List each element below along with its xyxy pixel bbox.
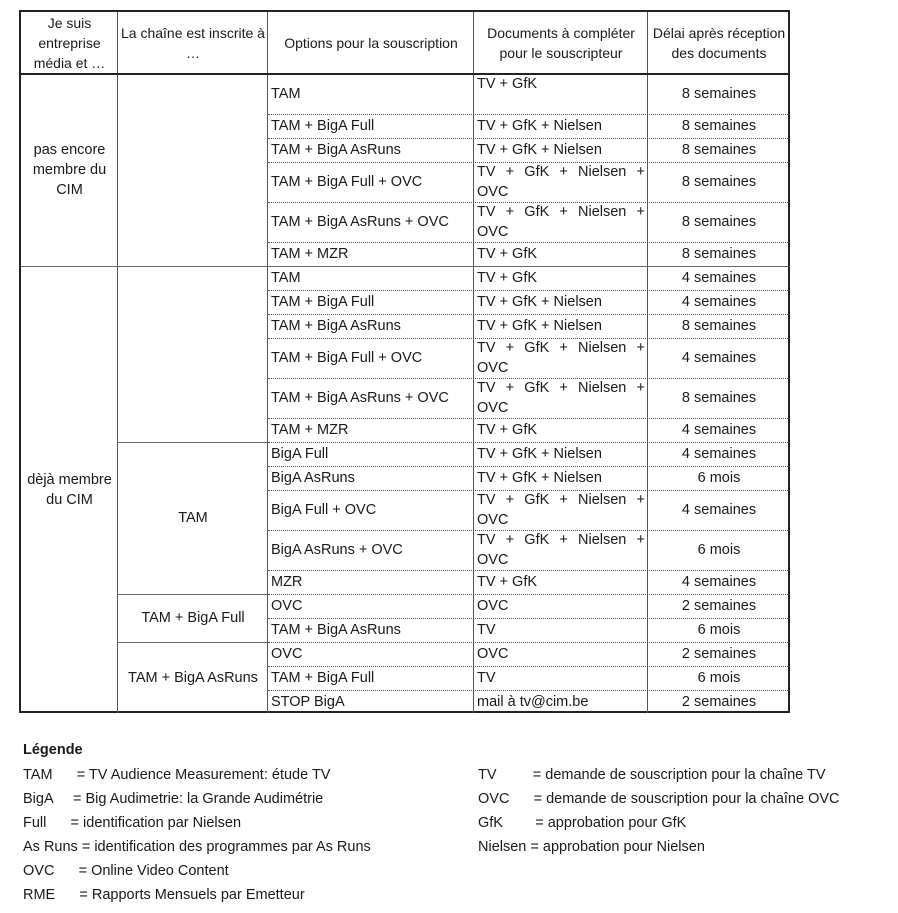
row-divider — [21, 266, 790, 267]
row-divider — [268, 594, 790, 595]
documents-cell: TV + GfK + Nielsen — [477, 294, 602, 310]
delay-cell: 2 semaines — [681, 646, 757, 662]
option-cell: TAM + MZR — [271, 422, 349, 438]
row-divider — [268, 466, 790, 467]
delay-cell: 6 mois — [697, 670, 741, 686]
delay-cell: 4 semaines — [681, 446, 757, 462]
documents-cell: OVC — [477, 646, 509, 662]
row-divider — [268, 338, 790, 339]
option-cell: BigA Full + OVC — [271, 502, 377, 518]
subscription-table — [19, 10, 790, 713]
row-divider — [268, 162, 790, 163]
option-cell: BigA Full — [271, 446, 329, 462]
delay-cell: 4 semaines — [681, 350, 757, 366]
delay-cell: 6 mois — [697, 470, 741, 486]
option-cell: STOP BigA — [271, 693, 345, 710]
group-member: dèjà membre du CIM — [27, 471, 112, 508]
row-divider — [268, 202, 790, 203]
legend-entry: Full = identification par Nielsen — [23, 815, 242, 831]
row-divider — [268, 666, 790, 667]
option-cell: TAM + BigA AsRuns + OVC — [271, 390, 449, 406]
delay-cell: 2 semaines — [681, 693, 757, 710]
legend-entry: OVC = demande de souscription pour la chaîne OVC — [478, 791, 840, 807]
delay-cell: 8 semaines — [681, 142, 757, 158]
delay-cell: 8 semaines — [681, 246, 757, 262]
delay-cell: 8 semaines — [681, 86, 757, 102]
documents-cell: TV — [477, 670, 496, 686]
row-divider — [268, 314, 790, 315]
row-divider — [268, 290, 790, 291]
legend — [23, 739, 893, 903]
documents-cell: TV + GfK — [477, 270, 538, 286]
delay-cell: 8 semaines — [681, 214, 757, 230]
option-cell: TAM + BigA AsRuns + OVC — [271, 214, 449, 230]
option-cell: TAM + MZR — [271, 246, 349, 262]
documents-cell: TV + GfK + Nielsen — [477, 118, 602, 134]
option-cell: OVC — [271, 646, 303, 662]
column-divider — [473, 12, 474, 713]
column-divider — [267, 12, 268, 713]
row-divider — [118, 642, 268, 643]
legend-entry: TV = demande de souscription pour la chaîne TV — [478, 767, 826, 783]
header-delay: Délai après réception des documents — [652, 25, 786, 61]
option-cell: TAM + BigA AsRuns — [271, 622, 401, 638]
documents-cell: TV + GfK — [477, 574, 538, 590]
row-divider — [118, 442, 268, 443]
row-divider — [118, 594, 268, 595]
header-registered: La chaîne est inscrite à … — [121, 25, 265, 61]
legend-entry: RME = Rapports Mensuels par Emetteur — [23, 887, 305, 903]
subgroup-tam-biga-full: TAM + BigA Full — [141, 610, 245, 626]
delay-cell: 4 semaines — [681, 574, 757, 590]
row-divider — [268, 618, 790, 619]
delay-cell: 2 semaines — [681, 598, 757, 614]
documents-cell: OVC — [477, 598, 509, 614]
header-documents: Documents à compléter pour le souscripteur — [487, 25, 635, 61]
row-divider — [268, 442, 790, 443]
option-cell: TAM — [271, 86, 301, 102]
row-divider — [268, 418, 790, 419]
documents-cell: TV + GfK + Nielsen — [477, 318, 602, 334]
option-cell: TAM — [271, 270, 301, 286]
delay-cell: 4 semaines — [681, 270, 757, 286]
documents-cell: TV + GfK — [477, 422, 538, 438]
option-cell: TAM + BigA AsRuns — [271, 318, 401, 334]
legend-entry: As Runs = identification des programmes par As Runs — [23, 839, 371, 855]
documents-cell: TV + GfK + Nielsen — [477, 142, 602, 158]
header-company: Je suis entreprise média et … — [33, 15, 106, 71]
delay-cell: 4 semaines — [681, 294, 757, 310]
delay-cell: 8 semaines — [681, 118, 757, 134]
legend-entry: GfK = approbation pour GfK — [478, 815, 687, 831]
row-divider — [268, 490, 790, 491]
option-cell: BigA AsRuns + OVC — [271, 542, 403, 558]
column-divider — [117, 12, 118, 713]
subgroup-tam-biga-asruns: TAM + BigA AsRuns — [128, 669, 258, 686]
legend-entry: Nielsen = approbation pour Nielsen — [478, 839, 705, 855]
delay-cell: 4 semaines — [681, 422, 757, 438]
documents-cell: TV + GfK — [477, 246, 538, 262]
row-divider — [268, 530, 790, 531]
documents-cell: TV + GfK + Nielsen — [477, 470, 602, 486]
delay-cell: 8 semaines — [681, 390, 757, 406]
row-divider — [268, 242, 790, 243]
subgroup-tam: TAM — [178, 510, 208, 526]
row-divider — [268, 642, 790, 643]
legend-entry: OVC = Online Video Content — [23, 863, 229, 879]
option-cell: TAM + BigA Full — [271, 294, 375, 310]
option-cell: TAM + BigA Full — [271, 118, 375, 134]
row-divider — [21, 73, 790, 75]
documents-cell: TV + GfK + Nielsen + OVC — [477, 492, 645, 528]
option-cell: TAM + BigA AsRuns — [271, 142, 401, 158]
row-divider — [268, 378, 790, 379]
documents-cell: mail à tv@cim.be — [477, 693, 589, 710]
option-cell: TAM + BigA Full + OVC — [271, 350, 423, 366]
column-divider — [647, 12, 648, 713]
delay-cell: 6 mois — [697, 622, 741, 638]
legend-entry: TAM = TV Audience Measurement: étude TV — [23, 767, 331, 783]
documents-cell: TV + GfK + Nielsen + OVC — [477, 340, 645, 376]
delay-cell: 6 mois — [697, 542, 741, 558]
documents-cell: TV — [477, 622, 496, 638]
option-cell: BigA AsRuns — [271, 470, 355, 486]
delay-cell: 8 semaines — [681, 318, 757, 334]
group-not-member: pas encore membre du CIM — [32, 142, 107, 198]
documents-cell: TV + GfK + Nielsen — [477, 446, 602, 462]
delay-cell: 8 semaines — [681, 174, 757, 190]
legend-entry: BigA = Big Audimetrie: la Grande Audimétrie — [23, 791, 324, 807]
header-options: Options pour la souscription — [284, 35, 458, 51]
row-divider — [268, 570, 790, 571]
documents-cell: TV + GfK — [477, 76, 538, 92]
option-cell: OVC — [271, 598, 303, 614]
row-divider — [268, 114, 790, 115]
option-cell: MZR — [271, 574, 303, 590]
row-divider — [268, 690, 790, 691]
option-cell: TAM + BigA Full + OVC — [271, 174, 423, 190]
legend-title: Légende — [23, 742, 83, 758]
documents-cell: TV + GfK + Nielsen + OVC — [477, 204, 645, 240]
documents-cell: TV + GfK + Nielsen + OVC — [477, 532, 645, 568]
documents-cell: TV + GfK + Nielsen + OVC — [477, 380, 645, 416]
documents-cell: TV + GfK + Nielsen + OVC — [477, 164, 645, 200]
option-cell: TAM + BigA Full — [271, 670, 375, 686]
delay-cell: 4 semaines — [681, 502, 757, 518]
row-divider — [268, 138, 790, 139]
